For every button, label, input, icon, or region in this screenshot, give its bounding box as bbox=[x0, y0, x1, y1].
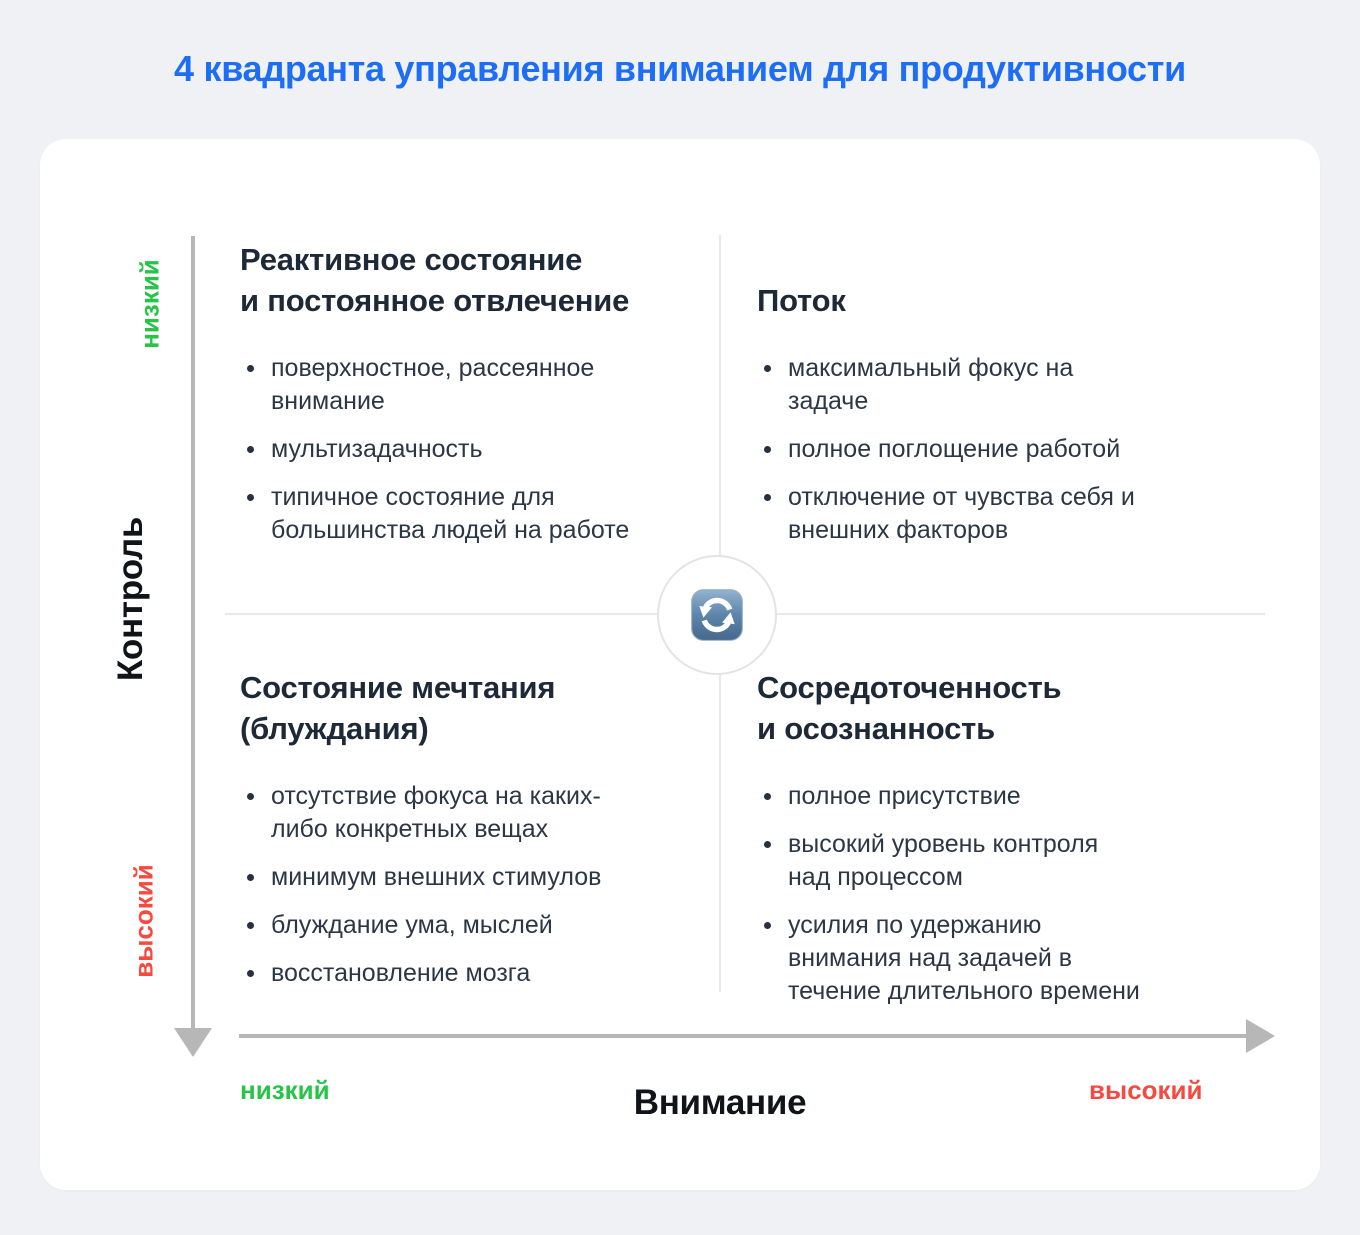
x-axis-line bbox=[239, 1034, 1246, 1038]
bullet-item: восстановление мозга bbox=[240, 957, 650, 990]
y-axis-line bbox=[191, 236, 195, 1028]
sync-arrows-icon bbox=[688, 586, 746, 644]
bullet-item: высокий уровень контроля над процессом bbox=[757, 828, 1147, 894]
quadrant-title: Состояние мечтания (блуждания) bbox=[240, 670, 556, 746]
quadrant-top-left bbox=[240, 239, 670, 562]
bullet-item: полное поглощение работой bbox=[757, 433, 1157, 466]
bullet-item: полное присутствие bbox=[757, 780, 1147, 813]
bullet-item: блуждание ума, мыслей bbox=[240, 909, 650, 942]
quadrant-bottom-left bbox=[240, 667, 650, 1005]
quadrant-title: Поток bbox=[757, 283, 846, 318]
bullet-item: отсутствие фокуса на каких-либо конкретных вещах bbox=[240, 780, 650, 846]
y-axis-label-high: высокий bbox=[128, 864, 159, 978]
quadrant-title: Реактивное состояние и постоянное отвлечение bbox=[240, 242, 630, 318]
y-axis-title: Контроль bbox=[111, 516, 150, 682]
y-axis-arrowhead-icon bbox=[174, 1028, 212, 1057]
quadrant-top-right bbox=[757, 239, 1157, 562]
x-axis-title: Внимание bbox=[633, 1083, 807, 1122]
bullet-item: усилия по удержанию внимания над задачей в течение длительного времени bbox=[757, 909, 1147, 1008]
bullet-item: мультизадачность bbox=[240, 433, 670, 466]
bullet-item: максимальный фокус на задаче bbox=[757, 352, 1157, 418]
quadrant-title: Сосредоточенность и осознанность bbox=[757, 670, 1062, 746]
bullet-list bbox=[240, 352, 670, 547]
bullet-item: минимум внешних стимулов bbox=[240, 861, 650, 894]
x-axis-arrowhead-icon bbox=[1246, 1019, 1275, 1053]
page-title: 4 квадранта управления вниманием для продуктивности bbox=[174, 48, 1186, 89]
bullet-list bbox=[757, 352, 1157, 547]
x-axis-label-low: низкий bbox=[240, 1075, 330, 1105]
quadrant-bottom-right bbox=[757, 667, 1177, 1023]
center-circle bbox=[657, 555, 777, 675]
bullet-item: поверхностное, рассеянное внимание bbox=[240, 352, 670, 418]
bullet-item: типичное состояние для большинства людей на работе bbox=[240, 481, 670, 547]
x-axis-label-high: высокий bbox=[1089, 1075, 1203, 1105]
bullet-item: отключение от чувства себя и внешних факторов bbox=[757, 481, 1157, 547]
bullet-list bbox=[240, 780, 650, 990]
matrix-card bbox=[40, 139, 1320, 1190]
bullet-list bbox=[757, 780, 1147, 1008]
y-axis-label-low: низкий bbox=[134, 259, 165, 349]
